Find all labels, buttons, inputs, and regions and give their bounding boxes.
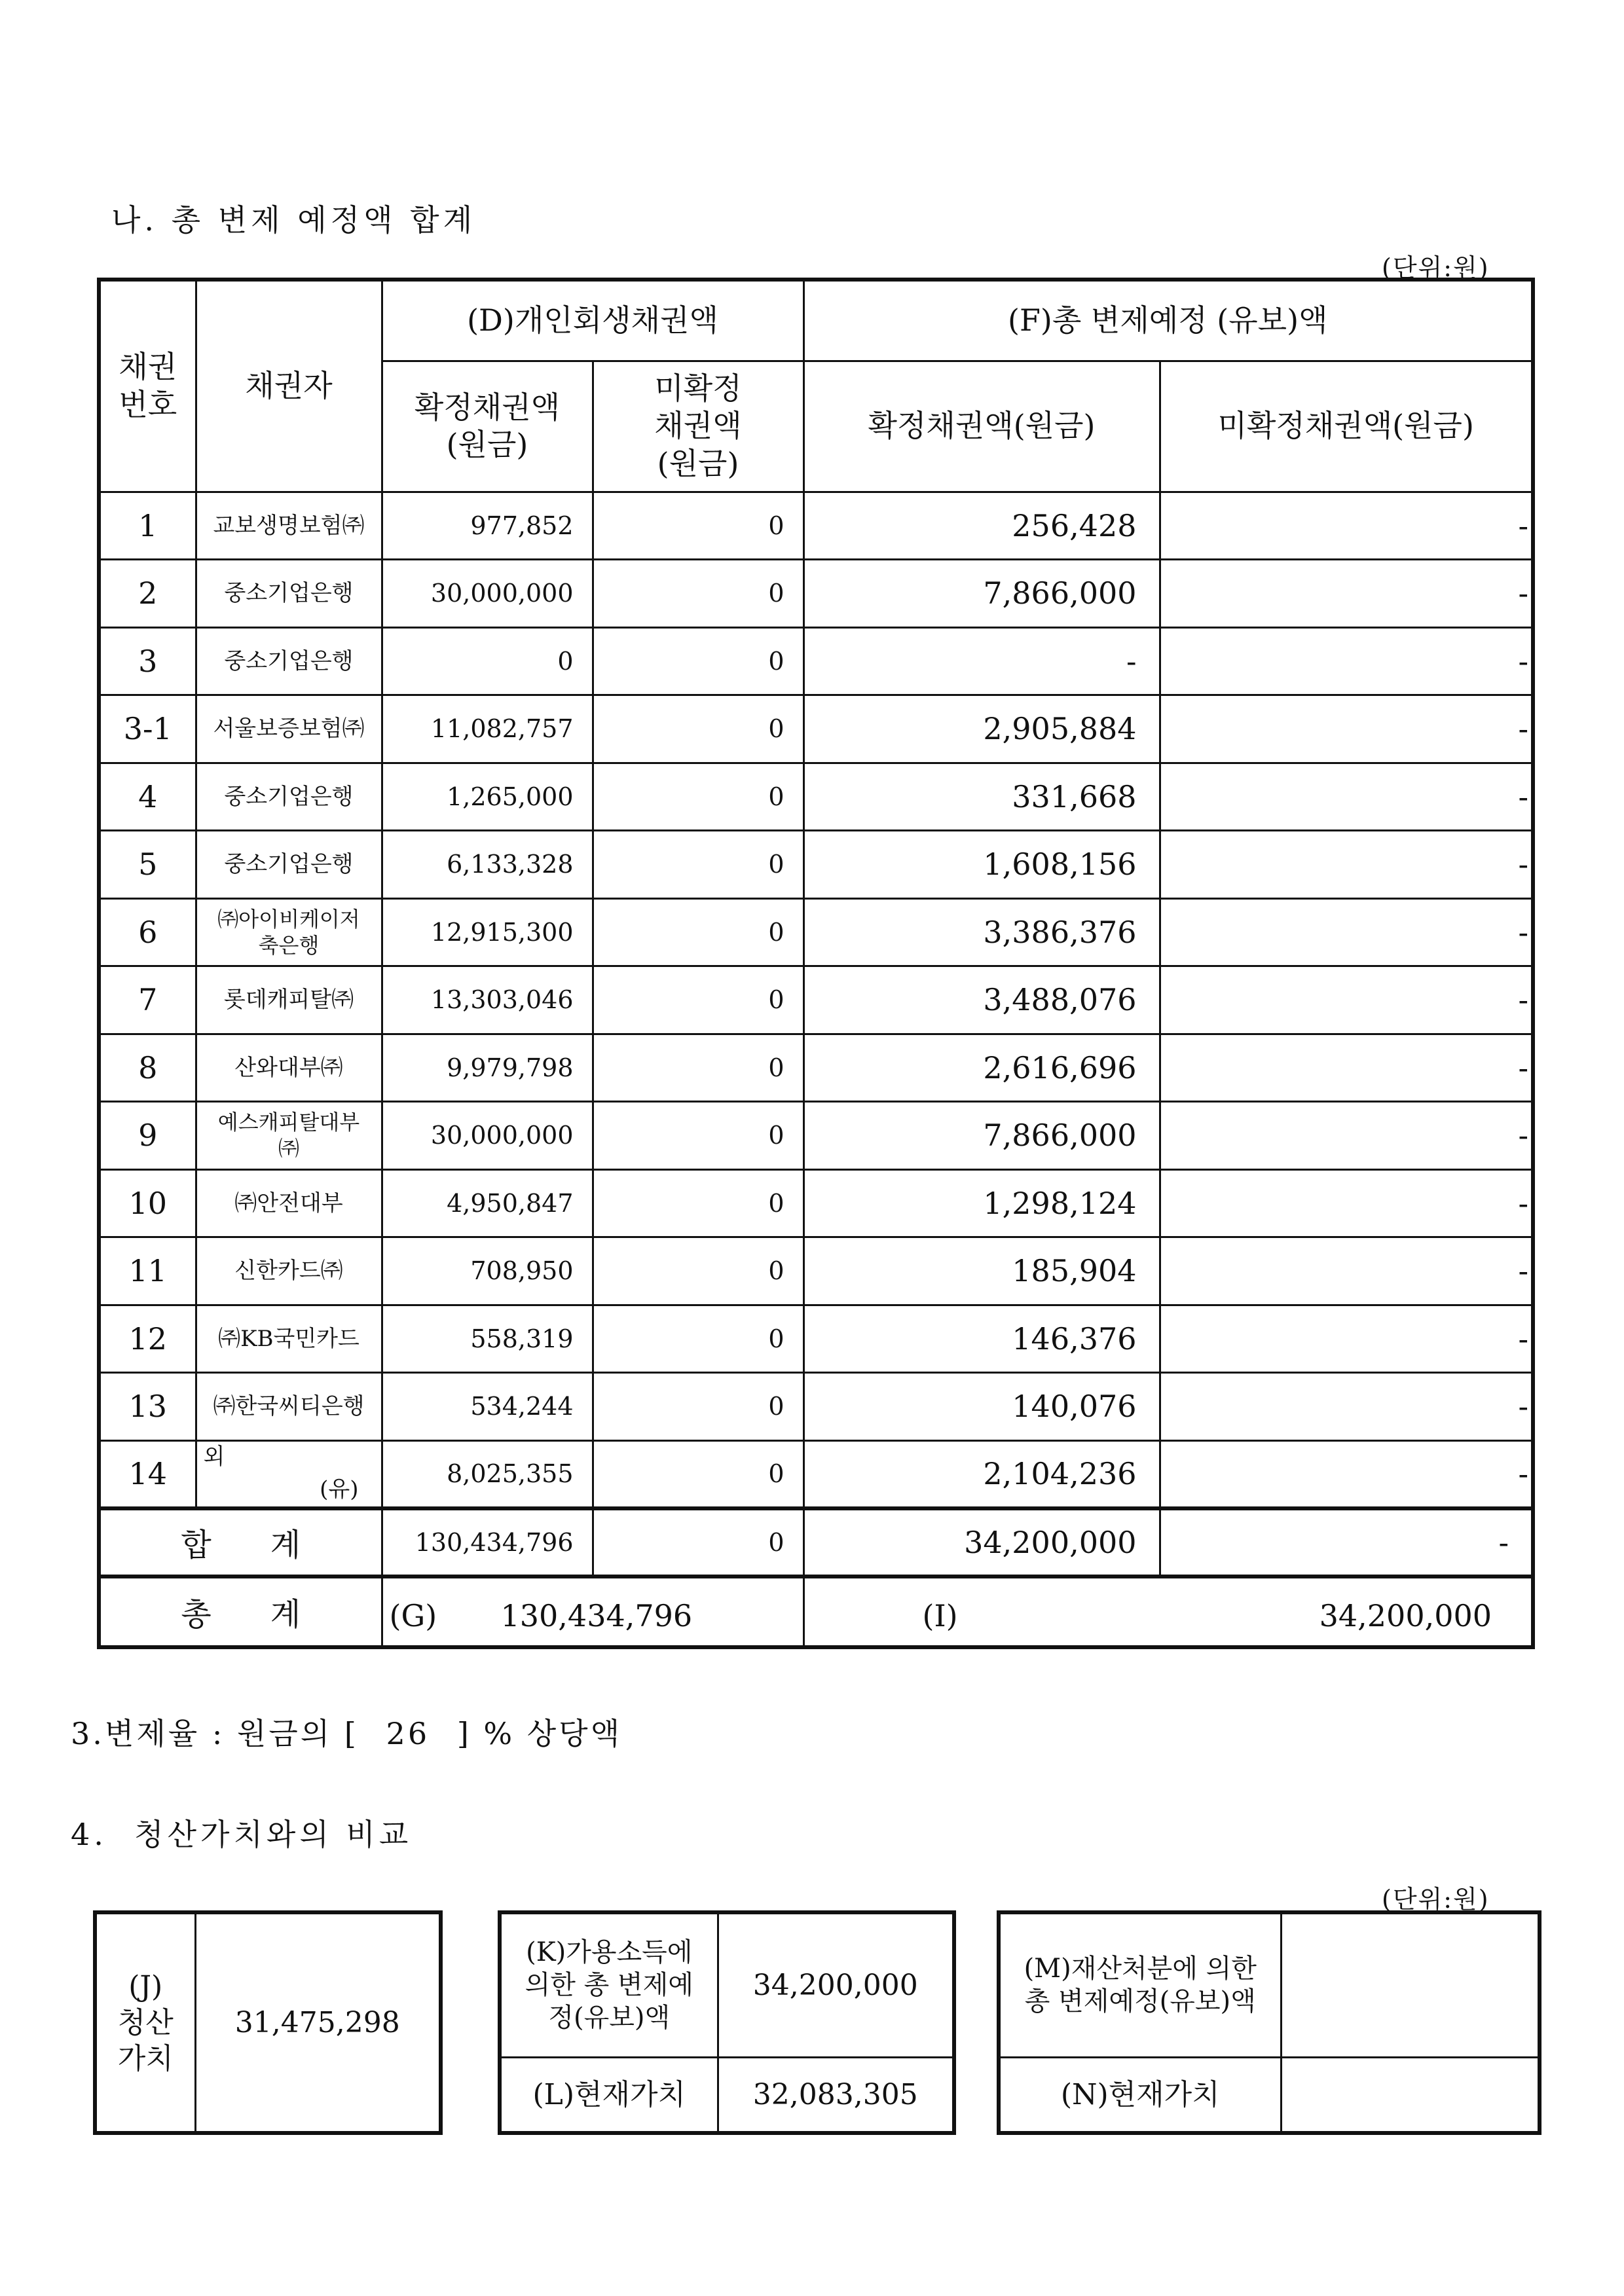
d-unconfirmed-cell: 0 [593,560,803,628]
table-row [99,1102,1533,1170]
header-group-f: (F)총 변제예정 (유보)액 [803,280,1533,361]
f-unconfirmed-cell: - [1160,560,1533,628]
header-d-unconfirmed: 미확정 채권액 (원금) [593,361,803,492]
creditor-no-cell: 12 [99,1305,196,1373]
creditor-name-cell: 산와대부㈜ [196,1034,382,1102]
header-creditor-no: 채권 번호 [99,280,196,492]
m-value [1281,1914,1538,2057]
creditor-no-cell: 3 [99,627,196,695]
table-row [99,763,1533,831]
n-value [1281,2057,1538,2131]
creditor-name-cell: 교보생명보험㈜ [196,492,382,560]
header-f-confirmed: 확정채권액(원금) [803,361,1160,492]
header-f-unconfirmed: 미확정채권액(원금) [1160,361,1533,492]
creditor-no-cell: 4 [99,763,196,831]
repayment-rate-line [71,1710,622,1753]
f-unconfirmed-cell: - [1160,492,1533,560]
creditor-name-cell: ㈜KB국민카드 [196,1305,382,1373]
f-unconfirmed-cell: - [1160,1305,1533,1373]
creditor-name-cell: 중소기업은행 [196,560,382,628]
d-unconfirmed-cell: 0 [593,492,803,560]
d-confirmed-cell: 708,950 [382,1237,593,1305]
table-row [99,1373,1533,1441]
d-unconfirmed-cell: 0 [593,1102,803,1170]
creditor-name-bottom: (유) [320,1476,359,1503]
unit-label: (단위:원) [1382,253,1490,282]
table-row [99,1169,1533,1237]
creditor-name-cell: ㈜아이비케이저 축은행 [196,898,382,966]
j-value: 31,475,298 [234,2006,400,2039]
sum-f-confirmed: 34,200,000 [803,1508,1160,1576]
d-unconfirmed-cell: 0 [593,763,803,831]
available-income-box [498,1910,956,2135]
sum-label: 합계 [99,1508,382,1576]
f-unconfirmed-cell: - [1160,831,1533,899]
grand-i-tag: (I) [922,1597,958,1633]
f-unconfirmed-cell: - [1160,695,1533,763]
f-unconfirmed-cell: - [1160,1034,1533,1102]
d-confirmed-cell: 6,133,328 [382,831,593,899]
table-row [99,1237,1533,1305]
rate-value: 26 [386,1716,430,1751]
compare-title: 4. 청산가치와의 비교 [71,1817,413,1852]
d-confirmed-cell: 13,303,046 [382,966,593,1034]
f-confirmed-cell: 140,076 [803,1373,1160,1441]
creditor-no-cell: 6 [99,898,196,966]
d-unconfirmed-cell: 0 [593,1237,803,1305]
f-unconfirmed-cell: - [1160,627,1533,695]
d-unconfirmed-cell: 0 [593,1373,803,1441]
f-unconfirmed-cell: - [1160,1440,1533,1508]
table-row [99,695,1533,763]
creditor-no-cell: 9 [99,1102,196,1170]
f-unconfirmed-cell: - [1160,898,1533,966]
creditor-no-cell: 10 [99,1169,196,1237]
d-confirmed-cell: 30,000,000 [382,1102,593,1170]
f-confirmed-cell: 1,608,156 [803,831,1160,899]
l-label: (L)현재가치 [502,2057,718,2131]
f-confirmed-cell: 3,488,076 [803,966,1160,1034]
table-row [99,492,1533,560]
table-row [99,831,1533,899]
d-unconfirmed-cell: 0 [593,1169,803,1237]
creditor-no-cell: 14 [99,1440,196,1508]
creditor-no-cell: 3-1 [99,695,196,763]
d-unconfirmed-cell: 0 [593,1034,803,1102]
j-label: (J) 청산 가치 [97,1914,195,2131]
d-confirmed-cell: 12,915,300 [382,898,593,966]
grand-g-value: 130,434,796 [500,1597,693,1633]
creditor-no-cell: 5 [99,831,196,899]
section-title: 나. 총 변제 예정액 합계 [111,202,477,238]
f-confirmed-cell: 256,428 [803,492,1160,560]
k-value: 34,200,000 [718,1914,952,2057]
grand-g-cell [382,1576,803,1647]
table-row [99,1305,1533,1373]
d-confirmed-cell: 1,265,000 [382,763,593,831]
creditor-name-cell: 서울보증보험㈜ [196,695,382,763]
d-confirmed-cell: 9,979,798 [382,1034,593,1102]
creditor-no-cell: 7 [99,966,196,1034]
creditor-no-cell: 8 [99,1034,196,1102]
creditor-name-cell: 중소기업은행 [196,763,382,831]
creditor-no-cell: 2 [99,560,196,628]
d-unconfirmed-cell: 0 [593,695,803,763]
creditor-no-cell: 11 [99,1237,196,1305]
table-row [99,560,1533,628]
header-group-d: (D)개인회생채권액 [382,280,803,361]
d-unconfirmed-cell: 0 [593,1440,803,1508]
creditor-name-cell: ㈜한국씨티은행 [196,1373,382,1441]
f-unconfirmed-cell: - [1160,1102,1533,1170]
grand-total-row [99,1576,1533,1647]
rate-prefix: 3.변제율 : 원금의 [ [71,1716,359,1751]
f-unconfirmed-cell: - [1160,1169,1533,1237]
creditor-name-cell [196,1440,382,1508]
creditor-name-cell: 중소기업은행 [196,831,382,899]
header-d-confirmed: 확정채권액 (원금) [382,361,593,492]
table-row [99,1440,1533,1508]
table-row [99,627,1533,695]
f-confirmed-cell: 146,376 [803,1305,1160,1373]
d-confirmed-cell: 4,950,847 [382,1169,593,1237]
sum-f-unconfirmed: - [1160,1508,1533,1576]
creditor-name-cell: 롯데캐피탈㈜ [196,966,382,1034]
creditor-name-top: 외 [203,1443,225,1470]
f-confirmed-cell: 1,298,124 [803,1169,1160,1237]
grand-i-cell [803,1576,1533,1647]
creditor-name-cell: 중소기업은행 [196,627,382,695]
l-value: 32,083,305 [718,2057,952,2131]
f-unconfirmed-cell: - [1160,763,1533,831]
grand-label: 총계 [99,1576,382,1647]
creditor-name-cell: 신한카드㈜ [196,1237,382,1305]
f-confirmed-cell: 3,386,376 [803,898,1160,966]
sum-d-unconfirmed: 0 [593,1508,803,1576]
f-unconfirmed-cell: - [1160,1373,1533,1441]
f-confirmed-cell: 7,866,000 [803,560,1160,628]
d-confirmed-cell: 0 [382,627,593,695]
creditor-no-cell: 1 [99,492,196,560]
d-confirmed-cell: 534,244 [382,1373,593,1441]
f-confirmed-cell: 331,668 [803,763,1160,831]
d-unconfirmed-cell: 0 [593,1305,803,1373]
creditor-no-cell: 13 [99,1373,196,1441]
d-confirmed-cell: 8,025,355 [382,1440,593,1508]
grand-i-value: 34,200,000 [1319,1597,1492,1633]
n-label: (N)현재가치 [1001,2057,1281,2131]
d-confirmed-cell: 977,852 [382,492,593,560]
asset-disposal-box [997,1910,1541,2135]
table-row [99,1034,1533,1102]
f-confirmed-cell: 185,904 [803,1237,1160,1305]
creditor-name-cell: ㈜안전대부 [196,1169,382,1237]
k-label: (K)가용소득에 의한 총 변제예 정(유보)액 [502,1914,718,2057]
repayment-summary-table [97,278,1535,1649]
f-confirmed-cell: - [803,627,1160,695]
f-unconfirmed-cell: - [1160,1237,1533,1305]
f-confirmed-cell: 2,104,236 [803,1440,1160,1508]
rate-suffix: ] % 상당액 [456,1716,623,1751]
d-unconfirmed-cell: 0 [593,898,803,966]
creditor-name-cell: 예스캐피탈대부 ㈜ [196,1102,382,1170]
f-confirmed-cell: 7,866,000 [803,1102,1160,1170]
sum-row [99,1508,1533,1576]
d-confirmed-cell: 558,319 [382,1305,593,1373]
f-unconfirmed-cell: - [1160,966,1533,1034]
d-confirmed-cell: 30,000,000 [382,560,593,628]
sum-d-confirmed: 130,434,796 [382,1508,593,1576]
table-row [99,898,1533,966]
d-unconfirmed-cell: 0 [593,966,803,1034]
liquidation-value-box [93,1910,443,2135]
grand-g-tag: (G) [389,1597,437,1633]
d-unconfirmed-cell: 0 [593,627,803,695]
f-confirmed-cell: 2,616,696 [803,1034,1160,1102]
table-row [99,966,1533,1034]
f-confirmed-cell: 2,905,884 [803,695,1160,763]
d-unconfirmed-cell: 0 [593,831,803,899]
m-label: (M)재산처분에 의한 총 변제예정(유보)액 [1001,1914,1281,2057]
header-creditor: 채권자 [196,280,382,492]
unit-label-2: (단위:원) [1382,1885,1490,1914]
d-confirmed-cell: 11,082,757 [382,695,593,763]
